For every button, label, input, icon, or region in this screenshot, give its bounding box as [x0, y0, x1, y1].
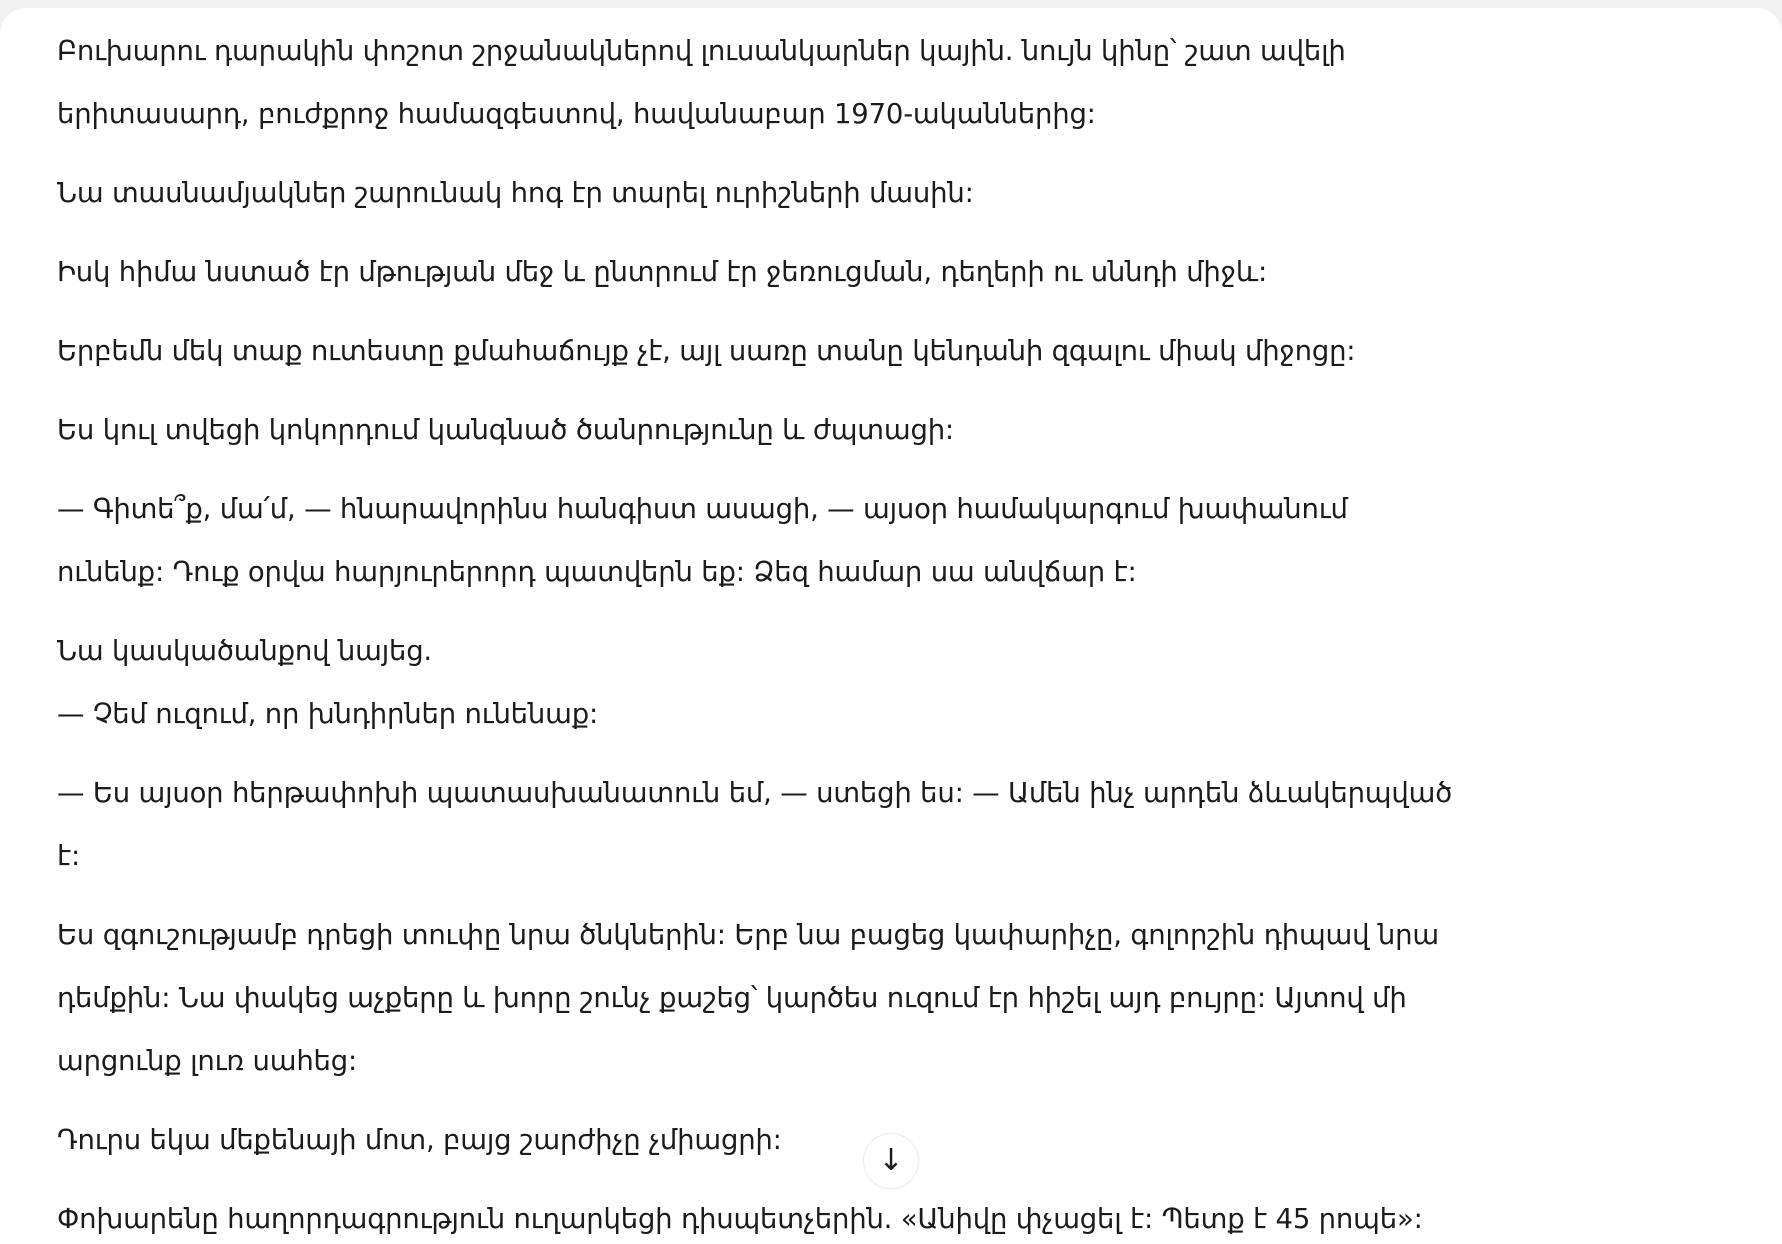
- document-page: [0, 8, 1782, 1244]
- paragraph: Երբեմն մեկ տաք ուտեստը քմահաճույք չէ, այլ սառը տանը կենդանի զգալու միակ միջոցը:: [57, 335, 1356, 367]
- paragraph: — Ես այսօր հերթափոխի պատասխանատուն եմ, — ստեցի ես: — Ամեն ինչ արդեն ձևակերպված է:: [57, 777, 1453, 872]
- paragraph: Ես կուլ տվեցի կոկորդում կանգնած ծանրությունը և ժպտացի:: [57, 414, 954, 446]
- paragraph: Փոխարենը հաղորդագրություն ուղարկեցի դիսպետչերին. «Անիվը փչացել է: Պետք է 45 րոպե»:: [57, 1203, 1423, 1235]
- paragraph: Դուրս եկա մեքենայի մոտ, բայց շարժիչը չմիացրի:: [57, 1124, 782, 1156]
- paragraph: Նա տասնամյակներ շարունակ հոգ էր տարել ուրիշների մասին:: [57, 177, 974, 209]
- paragraph: Ես զգուշությամբ դրեցի տուփը նրա ծնկներին: Երբ նա բացեց կափարիչը, գոլորշին դիպավ նրա դեմքին: Նա փակեց աչքերը և խորը շունչ քաշեց՝ կարծես ուզում էր հիշել այդ բույրը: Այտով մի արցունք լուռ սահեց:: [57, 919, 1439, 1077]
- paragraph: Իսկ հիմա նստած էր մթության մեջ և ընտրում էր ջեռուցման, դեղերի ու սննդի միջև:: [57, 256, 1268, 288]
- paragraph-line: — Չեմ ուզում, որ խնդիրներ ունենաք:: [57, 698, 599, 730]
- paragraph: Բուխարու դարակին փոշոտ շրջանակներով լուսանկարներ կային. նույն կինը՝ շատ ավելի երիտասարդ, բուժքրոջ համազգեստով, հավանաբար 1970-ականներից:: [57, 35, 1346, 130]
- paragraph: [57, 620, 1460, 746]
- article-text: [0, 8, 1520, 1244]
- paragraph: — Գիտե՞ք, մա՛մ, — հնարավորինս հանգիստ ասացի, — այսօր համակարգում խափանում ունենք: Դուք օրվա հարյուրերորդ պատվերն եք: Ձեզ համար սա անվճար է:: [57, 493, 1348, 588]
- arrow-down-icon: ↓: [878, 1143, 904, 1178]
- scroll-down-button[interactable]: [863, 1133, 919, 1189]
- paragraph-line: Նա կասկածանքով նայեց.: [57, 635, 432, 667]
